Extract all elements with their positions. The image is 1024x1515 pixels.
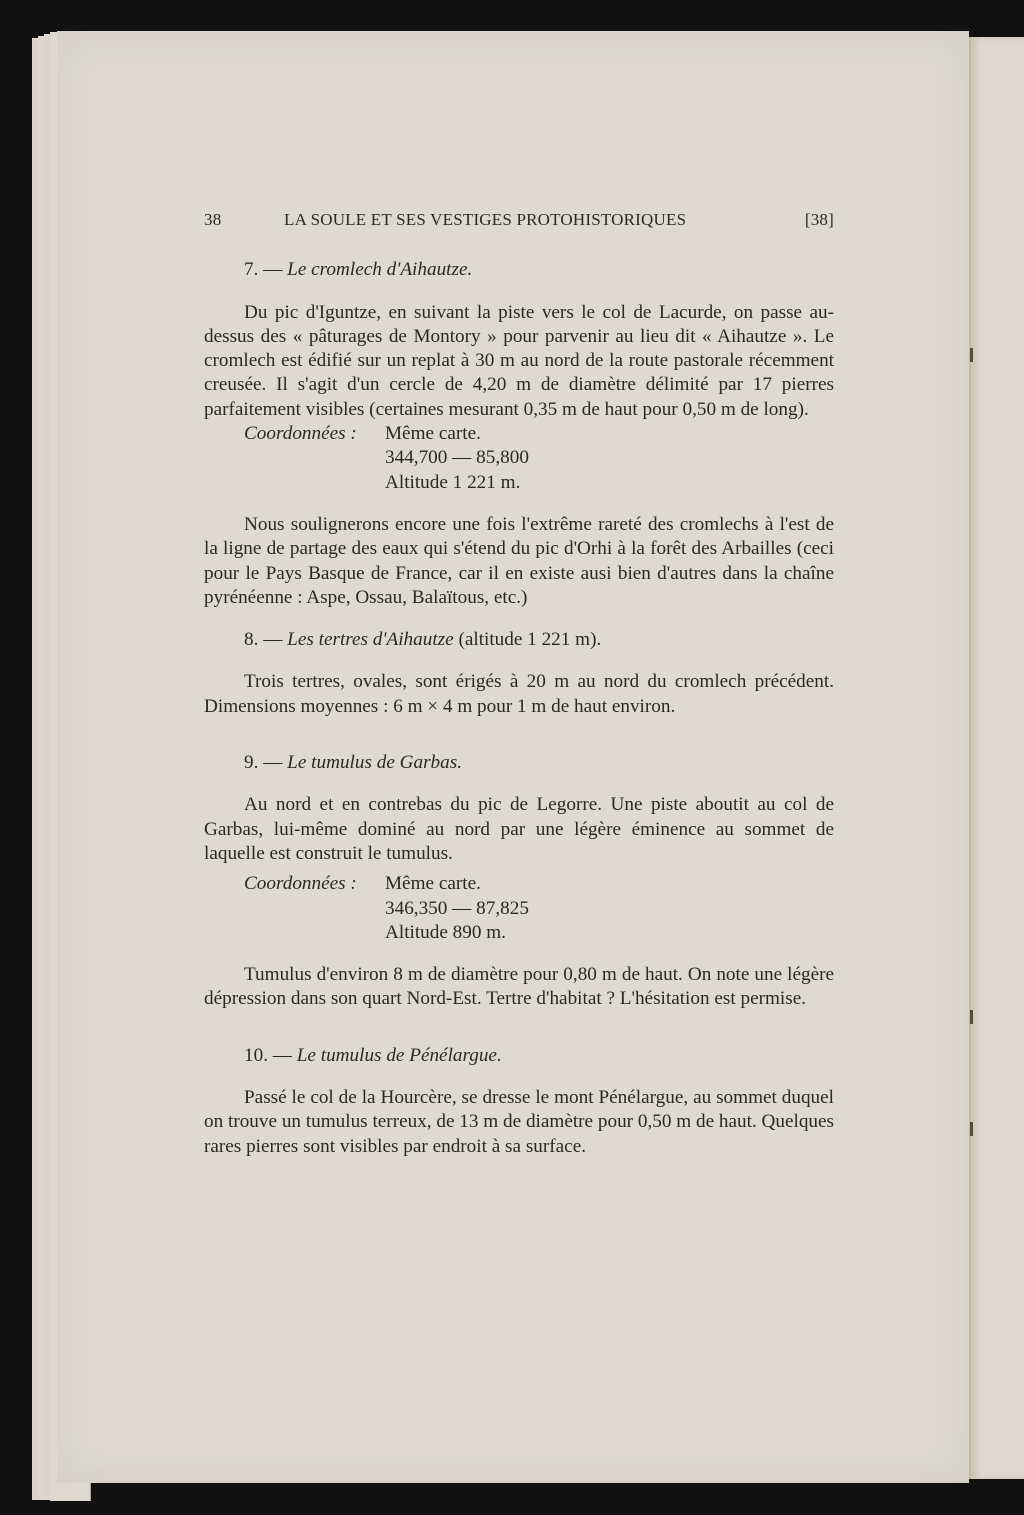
running-title: LA SOULE ET SES VESTIGES PROTOHISTORIQUES xyxy=(284,210,687,229)
section-title: Le tumulus de Garbas. xyxy=(287,752,462,774)
coordinates-block xyxy=(204,422,834,495)
paragraph: Tumulus d'environ 8 m de diamètre pour 0,80 m de haut. On note une légère dépression dans son quart Nord-Est. Tertre d'habitat ? L'hésitation est permise. xyxy=(204,964,834,1010)
paragraph: Du pic d'Iguntze, en suivant la piste vers le col de Lacurde, on passe au-dessus des « pâturages de Montory » pour parvenir au lieu dit « Aihautze ». Le cromlech est édifié sur un replat à 30 m au nord de la route pastorale récemment creusée. Il s'agit d'un cercle de 4,20 m de diamètre délimité par 17 pierres parfaitement visibles (certaines mesurant 0,35 m de haut pour 0,50 m de long). xyxy=(204,301,834,420)
coordinates-xy: 344,700 — 85,800 xyxy=(385,447,529,469)
facing-page-edge xyxy=(969,37,1024,1479)
margin-mark xyxy=(970,348,973,362)
coordinates-xy: 346,350 — 87,825 xyxy=(385,897,529,919)
section-title: Le tumulus de Pénélargue. xyxy=(296,1044,502,1066)
page-text xyxy=(204,208,834,1159)
section-number: 7. — xyxy=(244,259,288,281)
section-heading xyxy=(204,628,834,652)
coordinates-block xyxy=(204,872,834,945)
margin-mark xyxy=(970,1010,973,1024)
section-number: 10. — xyxy=(244,1044,297,1066)
coordinates-altitude: Altitude 1 221 m. xyxy=(385,471,521,493)
bracket-page-number: [38] xyxy=(804,210,834,229)
section-title: Les tertres d'Aihautze xyxy=(287,629,454,651)
paragraph: Nous soulignerons encore une fois l'extrême rareté des cromlechs à l'est de la ligne de partage des eaux qui s'étend du pic d'Orhi à la forêt des Arbailles (ceci pour le Pays Basque de France, car il en existe ausi bien d'autres dans la chaîne pyrénéenne : Aspe, Ossau, Balaïtous, etc.) xyxy=(204,513,834,608)
section-number: 9. — xyxy=(244,752,288,774)
running-header xyxy=(204,208,834,232)
section-title: Le cromlech d'Aihautze. xyxy=(287,259,473,281)
page-number: 38 xyxy=(204,210,222,229)
coordinates-map: Même carte. xyxy=(385,873,481,895)
coordinates-map: Même carte. xyxy=(385,423,481,445)
section-title-suffix: (altitude 1 221 m). xyxy=(453,629,602,651)
coordinates-label: Coordonnées : xyxy=(244,873,357,895)
coordinates-label: Coordonnées : xyxy=(244,423,357,445)
margin-mark xyxy=(970,1122,973,1136)
section-number: 8. — xyxy=(244,629,288,651)
section-heading xyxy=(204,258,834,282)
section-heading xyxy=(204,751,834,775)
paragraph: Trois tertres, ovales, sont érigés à 20 m au nord du cromlech précédent. Dimensions moyennes : 6 m × 4 m pour 1 m de haut environ. xyxy=(204,671,834,717)
section-heading xyxy=(204,1044,834,1068)
paragraph: Passé le col de la Hourcère, se dresse le mont Pénélargue, au sommet duquel on trouve un tumulus terreux, de 13 m de diamètre pour 0,50 m de haut. Quelques rares pierres sont visibles par endroit à sa surface. xyxy=(204,1087,834,1157)
coordinates-altitude: Altitude 890 m. xyxy=(385,921,506,943)
paragraph: Au nord et en contrebas du pic de Legorre. Une piste aboutit au col de Garbas, lui-même dominé au nord par une légère éminence au sommet de laquelle est construit le tumulus. xyxy=(204,794,834,864)
